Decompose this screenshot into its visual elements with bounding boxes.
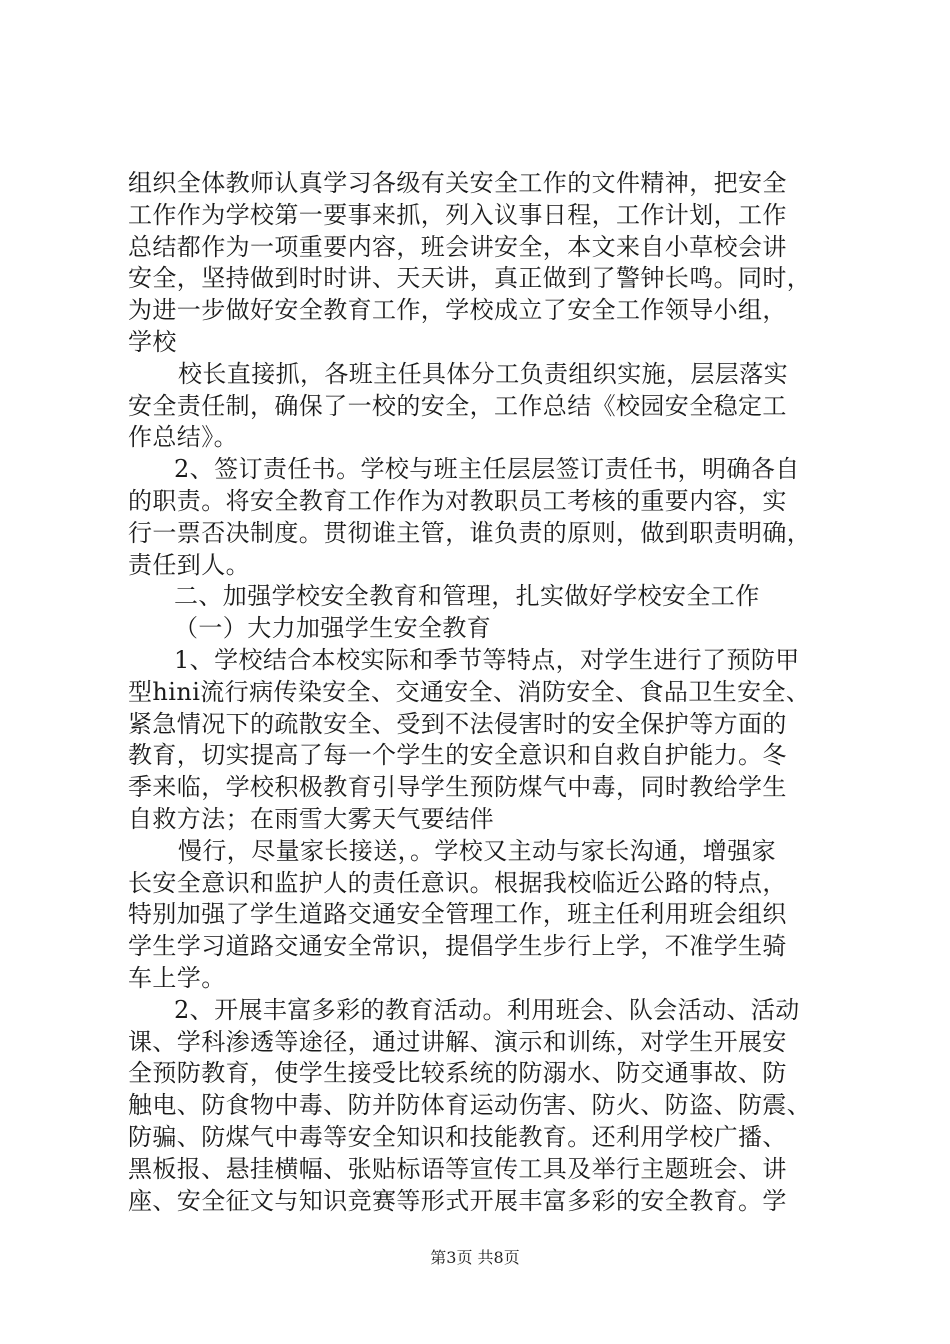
text-line: 教育，切实提高了每一个学生的安全意识和自救自护能力。冬 (128, 741, 787, 770)
text-line: 防骗、防煤气中毒等安全知识和技能教育。还利用学校广播、 (128, 1122, 787, 1151)
text-line: 作总结》。 (128, 423, 238, 452)
document-body (128, 168, 834, 1217)
text-line: 行一票否决制度。贯彻谁主管，谁负责的原则，做到职责明确， (128, 518, 812, 547)
text-line: 车上学。 (128, 963, 226, 992)
text-line: 安全责任制，确保了一校的安全，工作总结《校园安全稳定工 (128, 391, 787, 420)
subsection-heading: （一）大力加强学生安全教育 (174, 614, 492, 643)
text-line: 长安全意识和监护人的责任意识。根据我校临近公路的特点， (128, 868, 787, 897)
text-line: 课、学科渗透等途径，通过讲解、演示和训练，对学生开展安 (128, 1027, 787, 1056)
text-line: 1、学校结合本校实际和季节等特点，对学生进行了预防甲 (174, 645, 800, 674)
text-line: 型hini流行病传染安全、交通安全、消防安全、食品卫生安全、 (128, 677, 811, 706)
text-line: 工作作为学校第一要事来抓，列入议事日程，工作计划，工作 (128, 200, 787, 229)
text-line: 紧急情况下的疏散安全、受到不法侵害时的安全保护等方面的 (128, 709, 787, 738)
text-line: 责任到人。 (128, 550, 250, 579)
text-line: 的职责。将安全教育工作作为对教职员工考核的重要内容，实 (128, 486, 787, 515)
text-line: 触电、防食物中毒、防并防体育运动伤害、防火、防盗、防震、 (128, 1091, 812, 1120)
text-line: 为进一步做好安全教育工作，学校成立了安全工作领导小组， (128, 296, 787, 325)
text-line: 总结都作为一项重要内容，班会讲安全，本文来自小草校会讲 (128, 232, 787, 261)
text-line: 校长直接抓，各班主任具体分工负责组织实施，层层落实 (178, 359, 788, 388)
text-line: 座、安全征文与知识竞赛等形式开展丰富多彩的安全教育。学 (128, 1186, 787, 1215)
text-line: 慢行，尽量家长接送，。学校又主动与家长沟通，增强家 (178, 836, 776, 865)
section-heading: 二、加强学校安全教育和管理，扎实做好学校安全工作 (174, 582, 760, 611)
text-line: 2、开展丰富多彩的教育活动。利用班会、队会活动、活动 (174, 995, 800, 1024)
text-line: 黑板报、悬挂横幅、张贴标语等宣传工具及举行主题班会、讲 (128, 1154, 787, 1183)
text-line: 2、签订责任书。学校与班主任层层签订责任书，明确各自 (174, 455, 800, 484)
text-line: 安全，坚持做到时时讲、天天讲，真正做到了警钟长鸣。同时， (128, 264, 812, 293)
text-line: 自救方法；在雨雪大雾天气要结伴 (128, 804, 494, 833)
text-line: 学生学习道路交通安全常识，提倡学生步行上学，不准学生骑 (128, 932, 787, 961)
text-line: 全预防教育，使学生接受比较系统的防溺水、防交通事故、防 (128, 1059, 787, 1088)
page-number-footer: 第3页 共8页 (430, 1248, 520, 1267)
text-line: 学校 (128, 327, 177, 356)
text-line: 季来临，学校积极教育引导学生预防煤气中毒，同时教给学生 (128, 773, 787, 802)
text-line: 特别加强了学生道路交通安全管理工作，班主任利用班会组织 (128, 900, 787, 929)
text-line: 组织全体教师认真学习各级有关安全工作的文件精神，把安全 (128, 169, 787, 197)
